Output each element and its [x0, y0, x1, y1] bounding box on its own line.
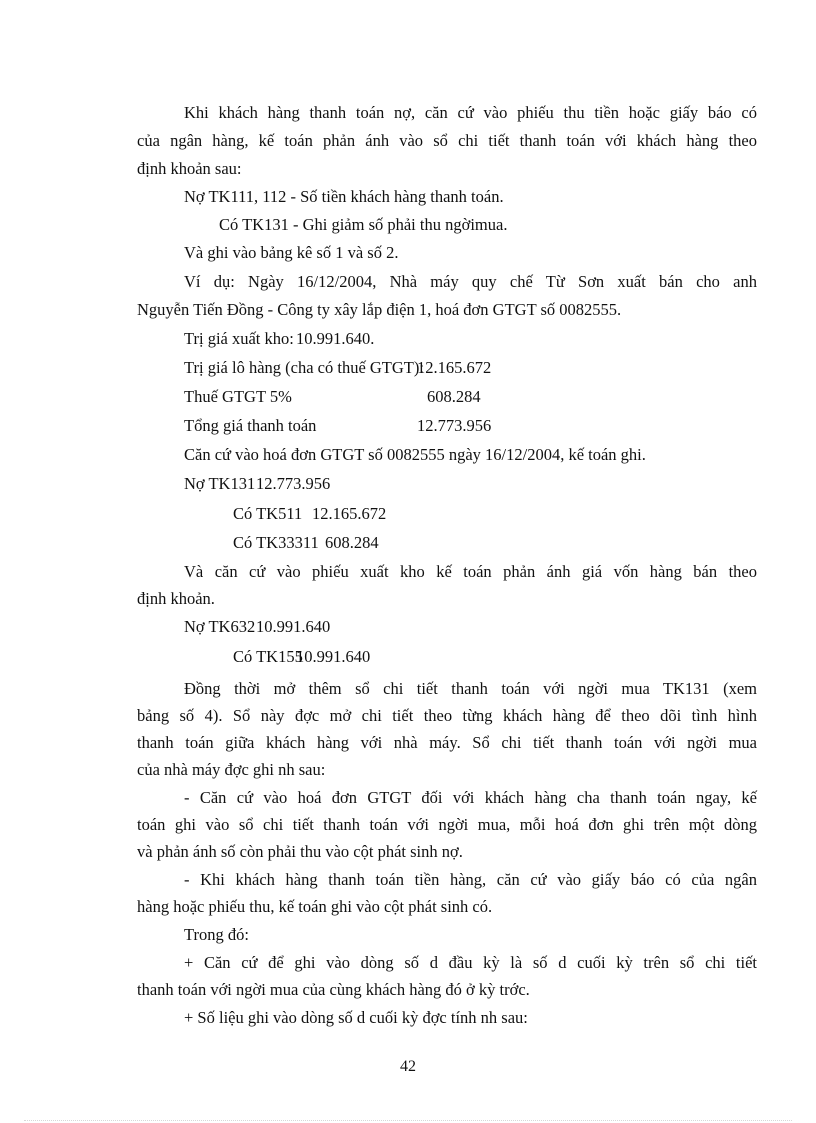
entry-credit-value: 608.284 [325, 533, 379, 552]
export-value-label: Trị giá xuất kho: [184, 329, 294, 348]
total-label: Tổng giá thanh toán [184, 416, 317, 435]
entry-debit-value: 10.991.640 [256, 617, 331, 636]
vat-label: Thuế GTGT 5% [184, 387, 292, 406]
paragraph-line: bảng số 4). Sổ này đợc mở chi tiết theo từng khách hàng để theo dõi tình hình [137, 706, 757, 725]
paragraph-line: và phản ánh số còn phải thu vào cột phát sinh nợ. [137, 842, 463, 861]
paragraph-line: + Số liệu ghi vào dòng số d cuối kỳ đợc tính nh sau: [184, 1008, 528, 1027]
entry-credit-account: Có TK511 [233, 504, 303, 523]
lot-value-label: Trị giá lô hàng (cha có thuế GTGT): [184, 358, 424, 377]
paragraph-line: Khi khách hàng thanh toán nợ, căn cứ vào phiếu thu tiền hoặc giấy báo có [184, 103, 757, 122]
paragraph-line: - Căn cứ vào hoá đơn GTGT đối với khách hàng cha thanh toán ngay, kế [184, 788, 757, 807]
entry-debit-account: Nợ TK632 [184, 617, 256, 636]
paragraph-line: Trong đó: [184, 925, 249, 944]
paragraph-line: toán ghi vào sổ chi tiết thanh toán với ngời mua, mỗi hoá đơn ghi trên một dòng [137, 815, 757, 834]
export-value: 10.991.640. [296, 329, 375, 348]
entry-credit-value: 10.991.640 [296, 647, 371, 666]
total-value: 12.773.956 [417, 416, 492, 435]
paragraph-line: của nhà máy đợc ghi nh sau: [137, 760, 326, 779]
paragraph-line: Căn cứ vào hoá đơn GTGT số 0082555 ngày 16/12/2004, kế toán ghi. [184, 445, 646, 464]
page-bottom-rule [24, 1120, 792, 1121]
journal-line: Nợ TK111, 112 - Số tiền khách hàng thanh toán. [184, 187, 504, 206]
vat-value: 608.284 [427, 387, 481, 406]
paragraph-line: hàng hoặc phiếu thu, kế toán ghi vào cột phát sinh có. [137, 897, 493, 916]
paragraph-line: Ví dụ: Ngày 16/12/2004, Nhà máy quy chế Từ Sơn xuất bán cho anh [184, 272, 757, 291]
paragraph-line: định khoản. [137, 589, 215, 608]
paragraph-line: Nguyễn Tiến Đồng - Công ty xây lắp điện 1, hoá đơn GTGT số 0082555. [137, 300, 622, 319]
lot-value: 12.165.672 [417, 358, 492, 377]
entry-credit-account: Có TK33311 [233, 533, 319, 552]
paragraph-line: thanh toán giữa khách hàng với nhà máy. Sổ chi tiết thanh toán với ngời mua [137, 733, 757, 752]
paragraph-line: Và căn cứ vào phiếu xuất kho kế toán phản ánh giá vốn hàng bán theo [184, 562, 757, 581]
page-number: 42 [400, 1058, 416, 1075]
paragraph-line: định khoản sau: [137, 159, 242, 178]
entry-credit-account: Có TK155 [233, 647, 303, 666]
paragraph-line: + Căn cứ để ghi vào dòng số d đầu kỳ là số d cuối kỳ trên sổ chi tiết [184, 953, 757, 972]
entry-credit-value: 12.165.672 [312, 504, 387, 523]
paragraph-line: - Khi khách hàng thanh toán tiền hàng, căn cứ vào giấy báo có của ngân [184, 870, 757, 889]
entry-debit-value: 12.773.956 [256, 474, 331, 493]
entry-debit-account: Nợ TK131 [184, 474, 256, 493]
paragraph-line: Và ghi vào bảng kê số 1 và số 2. [184, 243, 399, 262]
journal-line: Có TK131 - Ghi giảm số phải thu ngờimua. [219, 215, 508, 234]
paragraph-line: Đồng thời mở thêm sổ chi tiết thanh toán với ngời mua TK131 (xem [184, 679, 757, 698]
paragraph-line: thanh toán với ngời mua của cùng khách hàng đó ở kỳ trớc. [137, 980, 530, 999]
paragraph-line: của ngân hàng, kế toán phản ánh vào sổ chi tiết thanh toán với khách hàng theo [137, 131, 757, 150]
